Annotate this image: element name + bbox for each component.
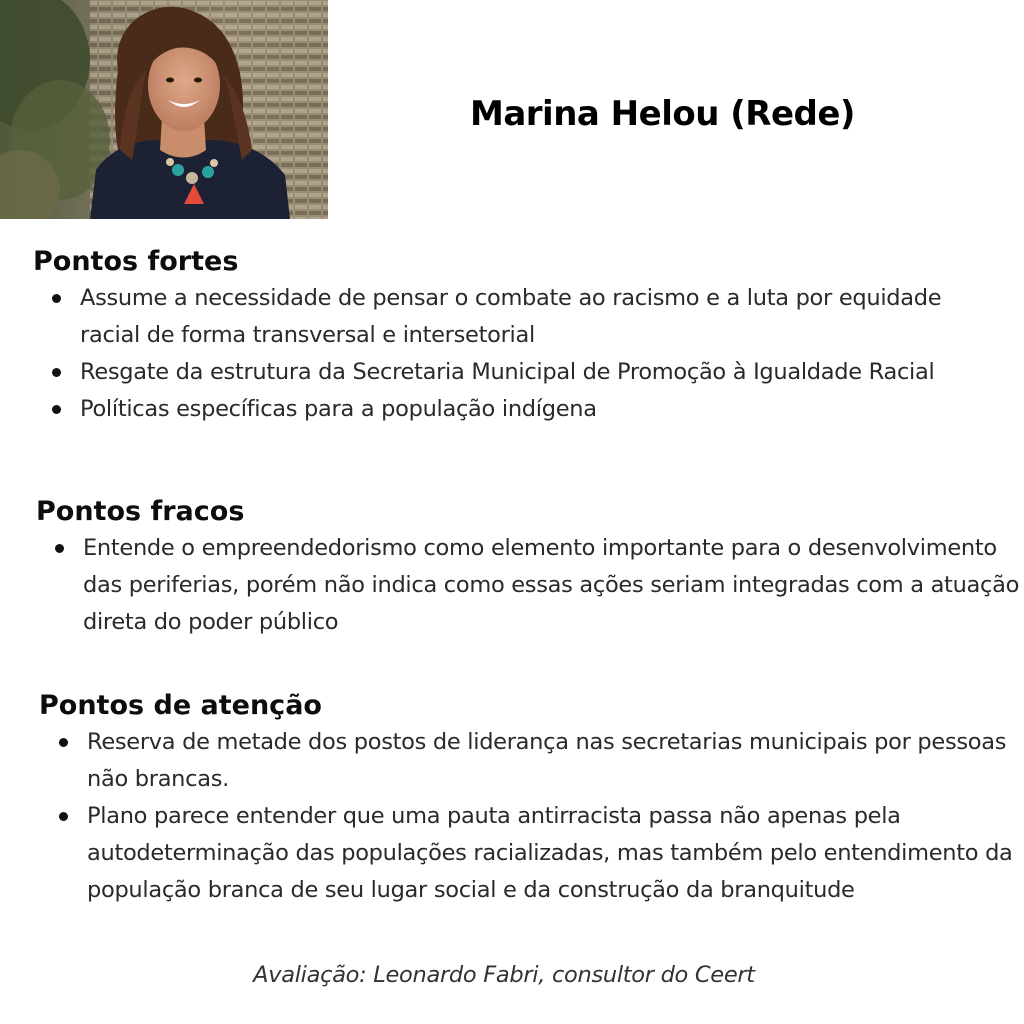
list-item xyxy=(80,391,980,428)
bullet-icon xyxy=(55,544,64,553)
section-attention-points xyxy=(39,688,1017,909)
strengths-list xyxy=(80,280,980,428)
list-item xyxy=(80,280,980,354)
list-item-text: Entende o empreendedorismo como elemento importante para o desenvolvimento das periferias, porém não indica como essas ações seriam integradas com a atuação direta do poder público xyxy=(83,535,1020,635)
list-item-text: Reserva de metade dos postos de liderança nas secretarias municipais por pessoas não brancas. xyxy=(87,729,1007,792)
list-item-text: Políticas específicas para a população indígena xyxy=(80,396,597,422)
list-item-text: Resgate da estrutura da Secretaria Municipal de Promoção à Igualdade Racial xyxy=(80,359,935,385)
list-item xyxy=(87,798,1017,909)
bullet-icon xyxy=(52,294,61,303)
bullet-icon xyxy=(52,405,61,414)
section-heading-attention: Pontos de atenção xyxy=(39,690,322,721)
list-item-text: Plano parece entender que uma pauta antirracista passa não apenas pela autodeterminação das populações racializadas, mas também pelo entendimento da população branca de seu lugar social e da construção da branquitude xyxy=(87,803,1013,903)
section-heading-weaknesses: Pontos fracos xyxy=(36,496,245,527)
attention-list xyxy=(87,724,1017,909)
portrait-photo xyxy=(0,0,328,219)
evaluation-credit: Avaliação: Leonardo Fabri, consultor do Ceert xyxy=(253,962,755,988)
list-item xyxy=(87,724,1017,798)
bullet-icon xyxy=(59,812,68,821)
list-item xyxy=(83,530,1023,641)
section-heading-strengths: Pontos fortes xyxy=(33,246,239,277)
bullet-icon xyxy=(52,368,61,377)
page-title: Marina Helou (Rede) xyxy=(470,94,855,134)
list-item-text: Assume a necessidade de pensar o combate ao racismo e a luta por equidade racial de forma transversal e intersetorial xyxy=(80,285,942,348)
section-strengths xyxy=(33,244,980,428)
list-item xyxy=(80,354,980,391)
section-weaknesses xyxy=(36,494,1023,641)
weaknesses-list xyxy=(83,530,1023,641)
bullet-icon xyxy=(59,738,68,747)
